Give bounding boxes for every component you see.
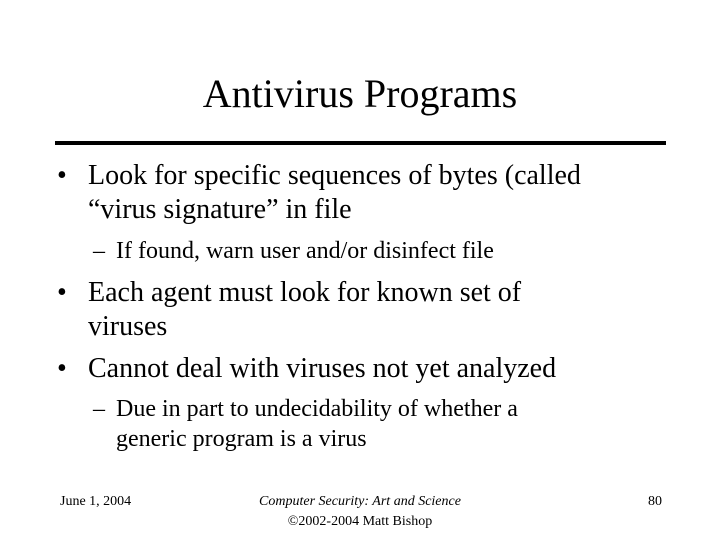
bullet-2-line-1: Each agent must look for known set of — [88, 277, 522, 308]
footer-copyright: ©2002-2004 Matt Bishop — [287, 514, 433, 529]
bullet-3-line-1: Cannot deal with viruses not yet analyzed — [88, 353, 557, 384]
footer-date: June 1, 2004 — [60, 494, 132, 509]
bullet-1-line-2: “virus signature” in file — [88, 194, 352, 225]
title-divider — [55, 141, 666, 145]
subbullet-3-1-line-2: generic program is a virus — [116, 426, 367, 452]
bullet-1-line-1: Look for specific sequences of bytes (called — [88, 160, 581, 191]
subbullet-1-1-line-1: If found, warn user and/or disinfect file — [116, 238, 494, 264]
bullet-marker: • — [57, 277, 67, 308]
bullet-marker: • — [57, 353, 67, 384]
footer-center — [220, 492, 500, 532]
bullet-marker: • — [57, 160, 67, 191]
slide-title: Antivirus Programs — [202, 71, 518, 116]
footer-page-number: 80 — [648, 494, 662, 509]
subbullet-marker: – — [93, 396, 105, 422]
subbullet-3-1-line-1: Due in part to undecidability of whether a — [116, 396, 518, 422]
bullet-2-line-2: viruses — [88, 311, 168, 342]
footer-course: Computer Security: Art and Science — [259, 494, 461, 509]
subbullet-marker: – — [93, 238, 105, 264]
